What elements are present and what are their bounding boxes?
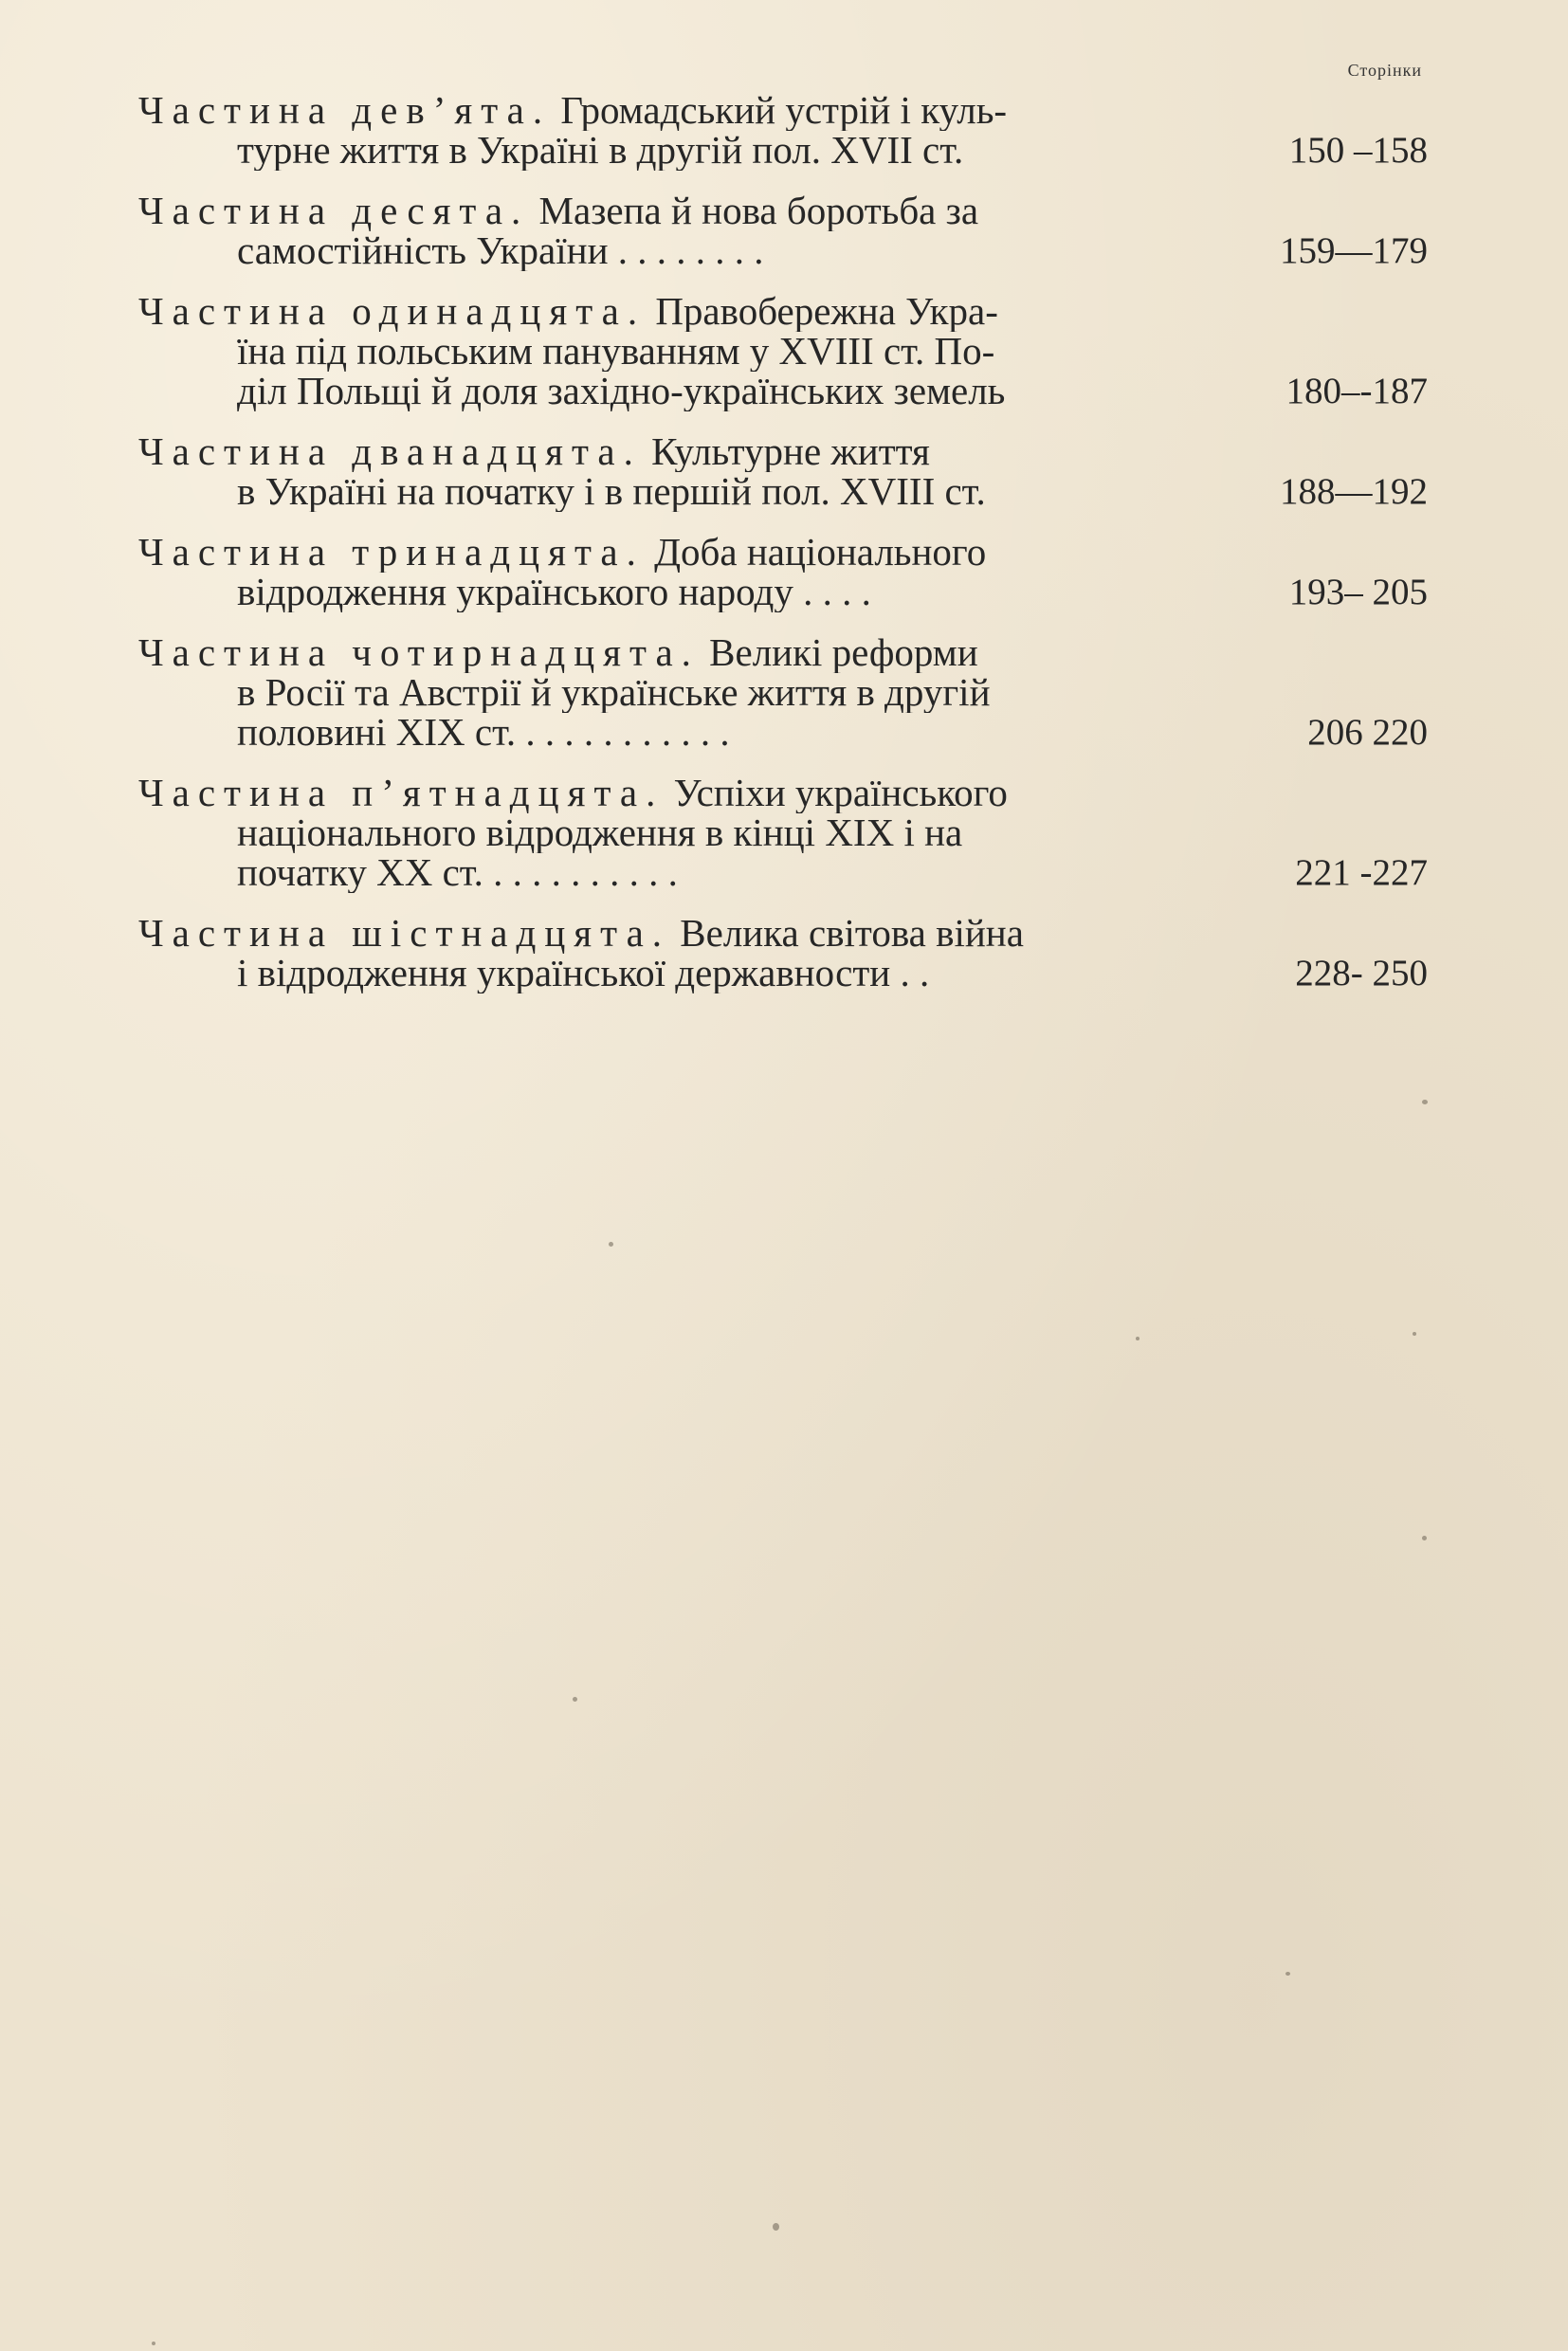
toc-page-range: 206 220 xyxy=(1307,712,1428,753)
toc-page-range: 228- 250 xyxy=(1295,953,1428,993)
toc-title-line: Великі реформи xyxy=(709,633,978,673)
toc-page-range: 188—192 xyxy=(1280,471,1428,512)
toc-entry-title xyxy=(138,914,1210,993)
toc-part-label: Частина чотирнадцята. xyxy=(138,633,700,673)
toc-page-range: 150 –158 xyxy=(1288,130,1428,171)
toc-entry-title xyxy=(138,774,1210,893)
paper-speck xyxy=(1422,1536,1427,1540)
toc-title-line: Успіхи українського xyxy=(673,774,1008,813)
paper-speck xyxy=(609,1242,613,1247)
toc-title-line: Культурне життя xyxy=(651,432,930,472)
toc-part-label: Частина одинадцята. xyxy=(138,292,647,332)
toc-page-range: 159—179 xyxy=(1280,230,1428,271)
toc-title-line: і відродження української державности . . xyxy=(237,954,930,993)
paper-speck xyxy=(1136,1337,1140,1340)
toc-part-label: Частина дев’ята. xyxy=(138,91,552,131)
toc-title-line: Доба національного xyxy=(654,533,987,573)
toc-entry-title xyxy=(138,91,1210,171)
toc-entry xyxy=(138,914,1428,993)
paper-speck xyxy=(773,2223,779,2231)
toc-entry-title xyxy=(138,533,1210,612)
toc-entry xyxy=(138,533,1428,612)
toc-entry xyxy=(138,432,1428,512)
toc-title-line: відродження українського народу . . . . xyxy=(237,573,871,612)
table-of-contents xyxy=(138,91,1428,1014)
paper-speck xyxy=(1422,1100,1428,1104)
toc-title-line: Велика світова війна xyxy=(680,914,1024,954)
toc-part-label: Частина шістнадцята. xyxy=(138,914,671,954)
toc-title-line: половині XIX ст. . . . . . . . . . . . xyxy=(237,713,730,753)
toc-part-label: Частина дванадцята. xyxy=(138,432,642,472)
paper-speck xyxy=(152,2342,155,2345)
toc-title-line: Громадський устрій і куль- xyxy=(560,91,1008,131)
toc-title-line: в Україні на початку і в першій пол. XVIII ст. xyxy=(237,472,986,512)
paper-speck xyxy=(573,1697,577,1702)
toc-part-label: Частина десята. xyxy=(138,191,530,231)
toc-entry xyxy=(138,633,1428,753)
pages-column-header: Сторінки xyxy=(1347,61,1422,80)
toc-title-line: Мазепа й нова боротьба за xyxy=(538,191,979,231)
toc-title-line: Правобережна Укра- xyxy=(655,292,998,332)
toc-page-range: 180–-187 xyxy=(1285,371,1428,411)
paper-speck xyxy=(1285,1972,1290,1976)
toc-title-line: турне життя в Україні в другій пол. XVII ст. xyxy=(237,131,964,171)
toc-page-range: 193– 205 xyxy=(1288,572,1428,612)
toc-title-line: національного відродження в кінці XIX і на xyxy=(237,813,963,853)
toc-title-line: їна під польським пануванням у XVIII ст. По- xyxy=(237,332,995,372)
toc-entry xyxy=(138,91,1428,171)
toc-title-line: в Росії та Австрії й українське життя в другій xyxy=(237,673,991,713)
toc-entry xyxy=(138,191,1428,271)
toc-title-line: початку XX ст. . . . . . . . . . . xyxy=(237,853,678,893)
toc-title-line: діл Польщі й доля західно-українських земель xyxy=(237,372,1006,411)
toc-entry xyxy=(138,774,1428,893)
toc-entry-title xyxy=(138,432,1210,512)
toc-entry-title xyxy=(138,191,1210,271)
toc-page-range: 221 -227 xyxy=(1295,852,1428,893)
toc-entry-title xyxy=(138,633,1210,753)
paper-speck xyxy=(1413,1332,1416,1336)
toc-part-label: Частина п’ятнадцята. xyxy=(138,774,665,813)
toc-title-line: самостійність України . . . . . . . . xyxy=(237,231,764,271)
toc-part-label: Частина тринадцята. xyxy=(138,533,645,573)
toc-entry-title xyxy=(138,292,1210,411)
toc-entry xyxy=(138,292,1428,411)
